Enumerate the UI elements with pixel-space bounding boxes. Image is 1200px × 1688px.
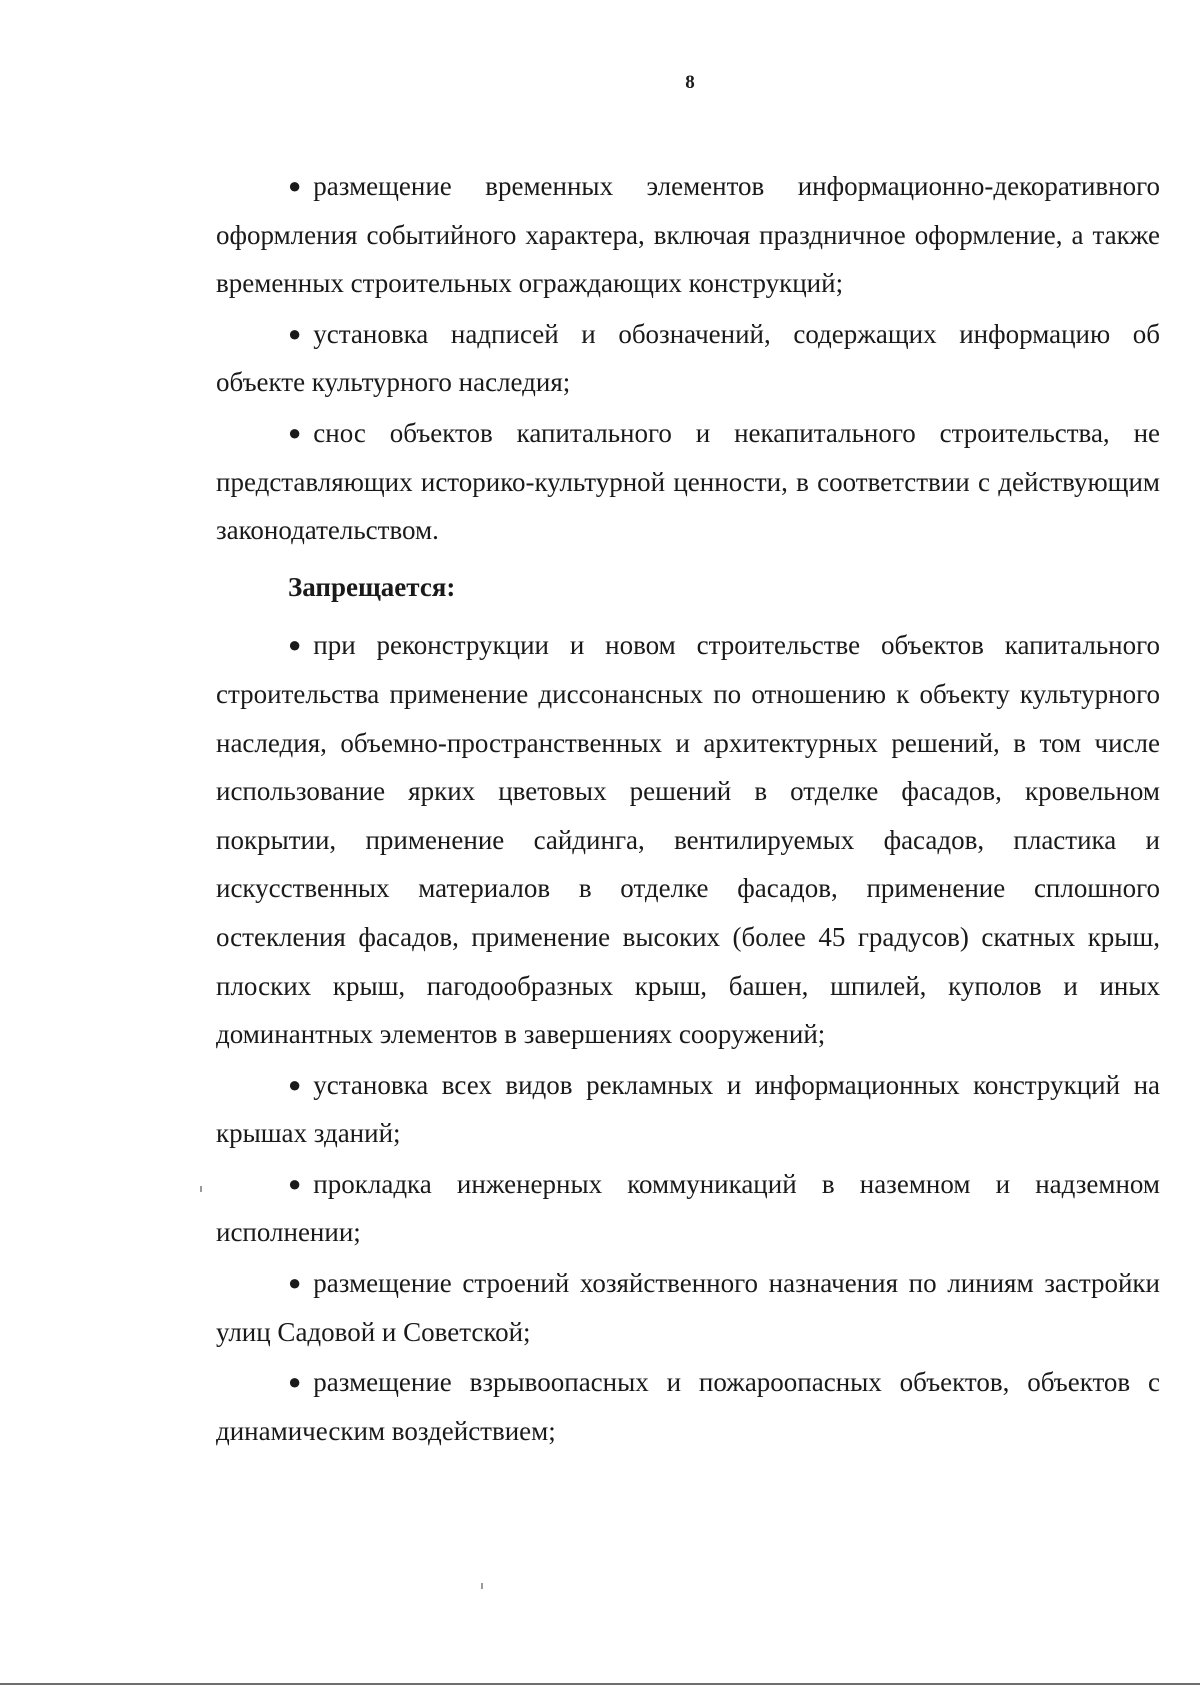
list-item-text: прокладка инженерных коммуникаций в наземном и надземном исполнении; [216,1168,1160,1248]
list-item [216,1358,1160,1455]
list-item-text: установка надписей и обозначений, содержащих информацию об объекте культурного наследия; [216,318,1160,398]
bullet-icon: ● [288,632,302,658]
list-item-text: при реконструкции и новом строительстве объектов капитального строительства применение диссонансных по отношению к объекту культурного наследия, объемно-пространственных и архитектурных решений, в том числе использование ярких цветовых решений в отделке фасадов, кровельном покрытии, применение сайдинга, вентилируемых фасадов, пластика и искусственных материалов в отделке фасадов, применение сплошного остекления фасадов, применение высоких (более 45 градусов) скатных крыш, плоских крыш, пагодообразных крыш, башен, шпилей, куполов и иных доминантных элементов в завершениях сооружений; [216,630,1160,1050]
list-item-text: размещение взрывоопасных и пожароопасных объектов, объектов с динамическим воздействием; [216,1367,1160,1446]
document-body [216,162,1160,1455]
bullet-icon: ● [288,1071,302,1097]
list-item-text: установка всех видов рекламных и информационных конструкций на крышах зданий; [216,1069,1160,1149]
bullet-icon: ● [288,1369,302,1395]
page-number: 8 [685,72,695,93]
scan-edge-line [0,1683,1200,1685]
bullet-icon: ● [288,173,302,198]
list-item [216,1061,1160,1158]
list-item-text: размещение строений хозяйственного назначения по линиям застройки улиц Садовой и Советской; [216,1268,1160,1347]
list-item-text: размещение временных элементов информационно-декоративного оформления событийного характера, включая праздничное оформление, а также временных строительных ограждающих конструкций; [216,171,1160,299]
list-item [216,310,1160,407]
scan-speck [200,1186,202,1192]
list-item-text: снос объектов капитального и некапитального строительства, не представляющих историко-культурной ценности, в соответствии с действующим законодательством. [216,417,1160,546]
bullet-icon: ● [288,419,302,445]
bullet-icon: ● [288,1170,302,1196]
list-item [216,162,1160,308]
section-heading: Запрещается: [288,571,456,602]
list-item [216,1160,1160,1257]
scan-speck [481,1583,483,1589]
list-item [216,409,1160,555]
list-item [216,621,1160,1058]
list-item [216,1259,1160,1356]
bullet-icon: ● [288,1270,302,1296]
bullet-icon: ● [288,320,302,346]
